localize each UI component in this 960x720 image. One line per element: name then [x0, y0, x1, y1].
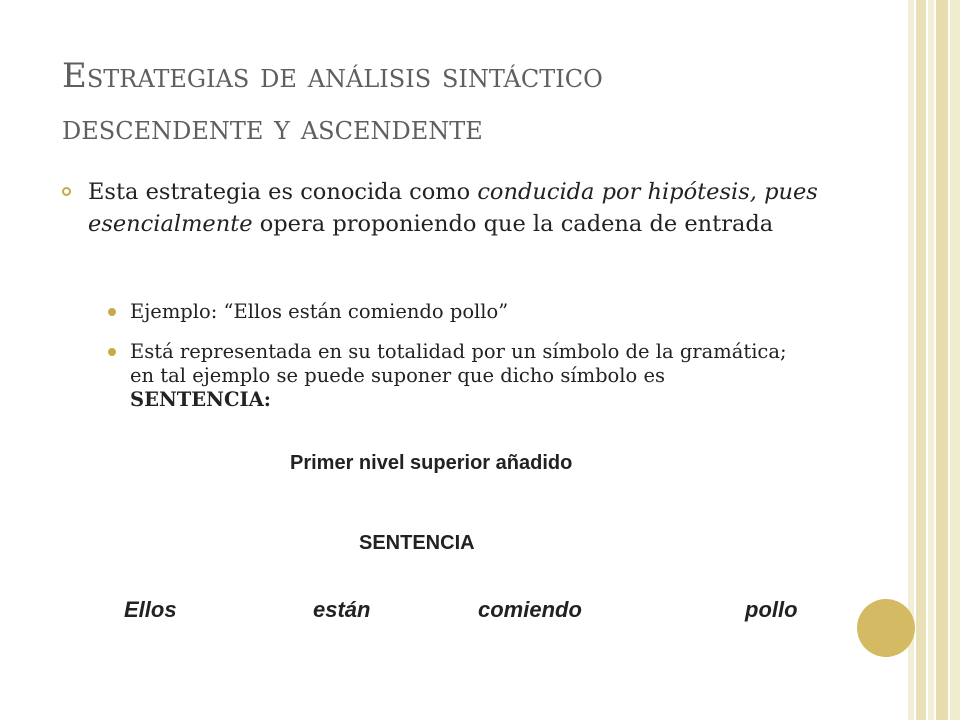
stripe	[936, 0, 948, 720]
sub-bullet-text: Está representada en su totalidad por un símbolo de la gramática; en tal ejemplo se puede suponer que dicho símbolo es	[130, 340, 787, 387]
main-bullet-text-b: opera proponiendo que la cadena de entrada	[252, 211, 774, 237]
diagram-word: Ellos	[124, 597, 177, 622]
main-bullet-text-a: Esta estrategia es conocida como	[88, 179, 478, 205]
diagram-word: pollo	[745, 597, 798, 622]
sub-bullet-text: Ejemplo: “Ellos están comiendo pollo”	[130, 300, 509, 323]
main-bullet-text-italic: conducida por hipótesis, pues esencialmente	[88, 179, 818, 237]
dot-bullet-icon	[108, 308, 116, 316]
slide-title-line-2: descendente y ascendente	[62, 108, 483, 148]
decorative-circle	[857, 599, 915, 657]
stripe	[928, 0, 934, 720]
diagram-root-node: SENTENCIA	[359, 532, 475, 554]
diagram-level-title: Primer nivel superior añadido	[290, 452, 573, 474]
sub-bullet-description	[106, 340, 806, 412]
stripe	[916, 0, 926, 720]
slide-title-line-1: Estrategias de análisis sintáctico	[62, 56, 603, 96]
stripe	[950, 0, 960, 720]
dot-bullet-icon	[108, 348, 116, 356]
diagram-word: comiendo	[478, 597, 582, 622]
main-bullet	[62, 176, 822, 240]
sub-bullet-bold: SENTENCIA:	[130, 388, 271, 411]
slide-title	[62, 50, 882, 154]
sub-bullet-list	[106, 300, 806, 428]
sub-bullet-example	[106, 300, 806, 324]
ring-bullet-icon	[62, 187, 71, 196]
diagram-word: están	[313, 597, 371, 622]
decorative-stripes	[908, 0, 960, 720]
